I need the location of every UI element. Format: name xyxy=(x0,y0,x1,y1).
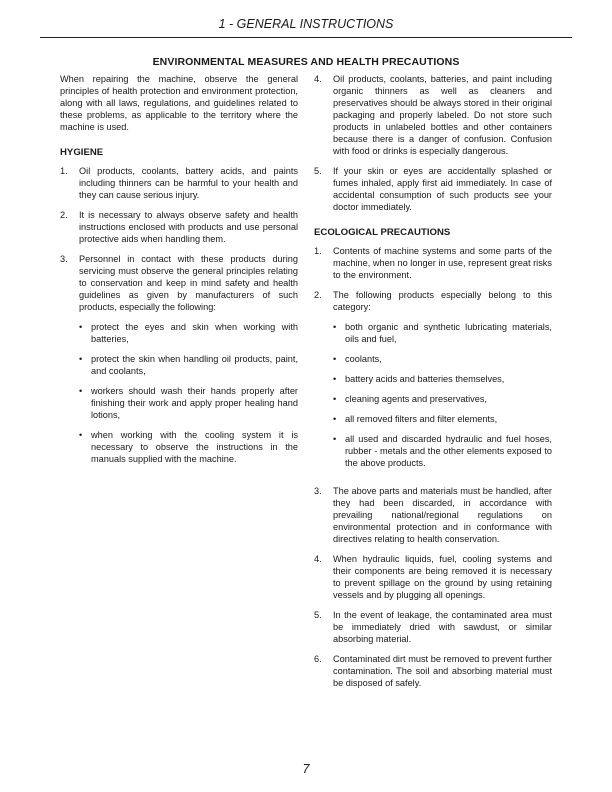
list-item xyxy=(314,553,552,601)
bullet-text: when working with the cooling system it is necessary to observe the instructions in the manuals supplied with the machine. xyxy=(91,430,298,464)
item-number: 3. xyxy=(314,486,322,496)
running-header: 1 - GENERAL INSTRUCTIONS xyxy=(218,17,394,31)
bullet-icon: • xyxy=(333,322,337,332)
item-text: It is necessary to always observe safety and health instructions enclosed with products and use personal protective aids when handling them. xyxy=(79,210,298,244)
item-number: 6. xyxy=(314,654,322,664)
bullet-text: all removed filters and filter elements, xyxy=(345,414,498,424)
bullet-text: all used and discarded hydraulic and fuel hoses, rubber - metals and the other elements exposed to the above products. xyxy=(345,434,552,468)
item-body xyxy=(79,165,298,201)
item-text: Oil products, coolants, batteries, and paint including organic thinners as well as cleaners and preservatives should be always stored in their original packaging and properly labeled. Do not store such products in unlabeled bottles and other containers because there is a danger of confusion. Confusion with food or drinks is especially dangerous. xyxy=(333,74,552,156)
hygiene-list-continued xyxy=(314,73,552,213)
item-text: The following products especially belong to this category: xyxy=(333,290,552,312)
bullet-icon: • xyxy=(79,430,83,440)
page-number: 7 xyxy=(302,762,310,776)
list-item xyxy=(314,245,552,281)
hygiene-list xyxy=(60,165,298,473)
ecological-list xyxy=(314,245,552,689)
section-title: ENVIRONMENTAL MEASURES AND HEALTH PRECAUTIONS xyxy=(152,56,460,68)
bullet-text: protect the eyes and skin when working with batteries, xyxy=(91,322,298,344)
bullet-item xyxy=(333,373,552,385)
item-body xyxy=(333,609,552,645)
item-number: 3. xyxy=(60,254,68,264)
list-item xyxy=(314,73,552,157)
item-text: The above parts and materials must be handled, after they had been discarded, in accordance with prevailing national/regional regulations on environmental protection and in conformance with directives relating to health conservation. xyxy=(333,486,552,544)
bullet-item xyxy=(79,321,298,345)
bullet-text: workers should wash their hands properly after finishing their work and apply proper healing hand lotions, xyxy=(91,386,298,420)
item-number: 1. xyxy=(314,246,322,256)
item-body xyxy=(333,73,552,157)
item-body xyxy=(333,553,552,601)
item-number: 4. xyxy=(314,554,322,564)
bullet-item xyxy=(333,393,552,405)
list-item xyxy=(60,253,298,473)
bullet-text: battery acids and batteries themselves, xyxy=(345,374,505,384)
item-body xyxy=(333,245,552,281)
ecological-heading: ECOLOGICAL PRECAUTIONS xyxy=(314,227,451,238)
list-item xyxy=(314,609,552,645)
item-number: 4. xyxy=(314,74,322,84)
list-item xyxy=(60,209,298,245)
bullet-icon: • xyxy=(333,414,337,424)
item-text: Personnel in contact with these products during servicing must observe the general principles relating to conservation and keep in mind safety and health guidelines as given by manufacturers of such products, especially the following: xyxy=(79,254,298,312)
list-item xyxy=(60,165,298,201)
item-number: 5. xyxy=(314,610,322,620)
bullet-item xyxy=(333,433,552,469)
item-body xyxy=(333,485,552,545)
item-text: Contents of machine systems and some parts of the machine, when no longer in use, represent great risks to the environment. xyxy=(333,246,552,280)
bullet-text: coolants, xyxy=(345,354,382,364)
bullet-item xyxy=(79,385,298,421)
item-body xyxy=(79,253,298,473)
right-column xyxy=(314,73,552,697)
bullet-item xyxy=(333,413,552,425)
item-text: Oil products, coolants, battery acids, and paints including thinners can be harmful to your health and they can cause serious injury. xyxy=(79,166,298,200)
bullet-icon: • xyxy=(333,394,337,404)
list-item xyxy=(314,165,552,213)
hygiene-heading: HYGIENE xyxy=(60,147,104,158)
bullet-icon: • xyxy=(333,434,337,444)
item-text: In the event of leakage, the contaminated area must be immediately dried with sawdust, or similar absorbing material. xyxy=(333,610,552,644)
bullet-list xyxy=(79,321,298,465)
item-body xyxy=(79,209,298,245)
bullet-icon: • xyxy=(79,386,83,396)
bullet-text: protect the skin when handling oil products, paint, and coolants, xyxy=(91,354,298,376)
item-text: When hydraulic liquids, fuel, cooling systems and their components are being removed it is necessary to prevent spillage on the ground by using retaining vessels and by plugging all openings. xyxy=(333,554,552,600)
bullet-item xyxy=(79,353,298,377)
bullet-icon: • xyxy=(333,374,337,384)
item-body xyxy=(333,289,552,477)
item-number: 2. xyxy=(60,210,68,220)
item-text: Contaminated dirt must be removed to prevent further contamination. The soil and absorbing material must be disposed of safely. xyxy=(333,654,552,688)
item-body xyxy=(333,653,552,689)
bullet-item xyxy=(333,321,552,345)
item-text: If your skin or eyes are accidentally splashed or fumes inhaled, apply first aid immediately. In case of accidental consumption of such products see your doctor immediately. xyxy=(333,166,552,212)
left-column xyxy=(60,73,298,481)
item-body xyxy=(333,165,552,213)
bullet-item xyxy=(333,353,552,365)
list-item xyxy=(314,653,552,689)
bullet-list xyxy=(333,321,552,469)
bullet-text: both organic and synthetic lubricating materials, oils and fuel, xyxy=(345,322,552,344)
item-number: 2. xyxy=(314,290,322,300)
bullet-icon: • xyxy=(79,354,83,364)
bullet-icon: • xyxy=(79,322,83,332)
intro-paragraph: When repairing the machine, observe the general principles of health protection and environment protection, along with all laws, regulations, and guidelines related to these problems, as applicable to the territory where the machine is used. xyxy=(60,74,298,132)
bullet-icon: • xyxy=(333,354,337,364)
list-item xyxy=(314,289,552,477)
list-item xyxy=(314,485,552,545)
item-number: 1. xyxy=(60,166,68,176)
bullet-text: cleaning agents and preservatives, xyxy=(345,394,487,404)
item-number: 5. xyxy=(314,166,322,176)
header-rule xyxy=(40,37,572,38)
bullet-item xyxy=(79,429,298,465)
